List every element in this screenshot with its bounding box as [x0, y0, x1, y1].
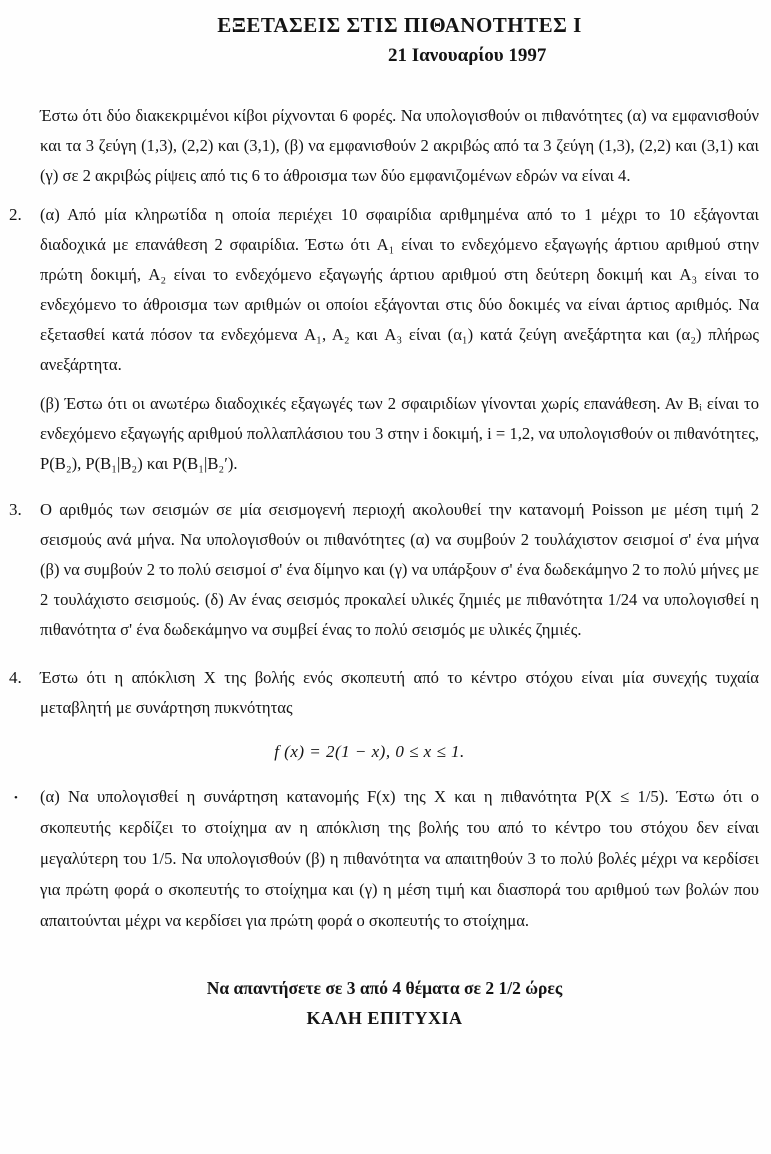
answer-instructions: Να απαντήσετε σε 3 από 4 θέματα σε 2 1/2 ώρες [206, 978, 563, 998]
question-1-text: Έστω ότι δύο διακεκριμένοι κίβοι ρίχνονται 6 φορές. Να υπολογισθούν οι πιθανότητες (α) να εμφανισθούν και τα 3 ζεύγη (1,3), (2,2) και (3,1), (β) να εμφανισθούν 2 ακριβώς από τα 3 ζεύγη (1,3), (2,2) και (3,1) και (γ) σε 2 ακριβώς ρίψεις από τις 6 το άθροισμα των δύο εμφανιζομένων εδρών να είναι 4. [40, 106, 759, 185]
bullet-dot-icon: • [14, 792, 18, 804]
page-title: ΕΞΕΤΑΣΕΙΣ ΣΤΙΣ ΠΙΘΑΝΟΤΗΤΕΣ Ι [217, 13, 582, 37]
density-function-formula: f (x) = 2(1 − x), 0 ≤ x ≤ 1. [274, 742, 465, 761]
exam-date: 21 Ιανουαρίου 1997 [388, 45, 547, 66]
question-3 [9, 495, 759, 645]
question-3-text: Ο αριθμός των σεισμών σε μία σεισμογενή περιοχή ακολουθεί την κατανομή Poisson με μέση τιμή 2 σεισμούς ανά μήνα. Να υπολογισθούν οι πιθανότητες (α) να συμβούν 2 τουλάχιστον σεισμοί σ' ένα μήνα (β) να συμβούν 2 το πολύ σεισμοί σ' ένα δίμηνο και (γ) να υπάρξουν σ' ένα δωδεκάμηνο 2 το πολύ μήνες με 2 τουλάχιστο σεισμούς. (δ) Αν ένας σεισμός προκαλεί υλικές ζημιές με πιθανότητα 1/24 να υπολογισθεί η πιθανότητα σ' ένα δωδεκάμηνο να συμβεί ένας το πολύ σεισμός με υλικές ζημιές. [40, 500, 759, 639]
question-4 [9, 663, 759, 936]
question-3-number: 3. [9, 500, 22, 519]
question-1 [40, 101, 759, 191]
question-4-intro-text: Έστω ότι η απόκλιση X της βολής ενός σκοπευτή από το κέντρο στόχου είναι μία συνεχής τυχαία μεταβλητή με συνάρτηση πυκνότητας [40, 668, 759, 717]
question-4-part-a-text: (α) Να υπολογισθεί η συνάρτηση κατανομής F(x) της X και η πιθανότητα P(X ≤ 1/5). Έστω ότι ο σκοπευτής κερδίζει το στοίχημα αν η απόκλιση της βολής του από το κέντρο του στόχου δεν είναι μεγαλύτερη του 1/5. Να υπολογισθούν (β) η πιθανότητα να απαιτηθούν 3 το πολύ βολές μέχρι να κερδίσει για πρώτη φορά ο σκοπευτής το στοίχημα και (γ) η μέση τιμή και διασπορά του αριθμού των βολών που απαιτούνται μέχρι να κερδίσει για πρώτη φορά ο σκοπευτής το στοίχημα. [40, 787, 759, 930]
footer [25, 974, 744, 1032]
question-2 [9, 200, 759, 479]
question-2-part-a-text: (α) Από μία κληρωτίδα η οποία περιέχει 10 σφαιρίδια αριθμημένα από το 1 μέχρι το 10 εξάγονται διαδοχικά με επανάθεση 2 σφαιρίδια. Έστω ότι A₁ είναι το ενδεχόμενο εξαγωγής άρτιου αριθμού στην πρώτη δοκιμή, A₂ είναι το ενδεχόμενο εξαγωγής άρτιου αριθμού στη δεύτερη δοκιμή και A₃ είναι το ενδεχόμενο το άθροισμα των αριθμών οι οποίοι εξάγονται στις δύο δοκιμές να είναι άρτιος αριθμός. Να εξετασθεί κατά πόσον τα ενδεχόμενα A₁, A₂ και A₃ είναι (α₁) κατά ζεύγη ανεξάρτητα και (α₂) πλήρως ανεξάρτητα. [40, 205, 759, 374]
question-4-number: 4. [9, 668, 22, 687]
question-2-number: 2. [9, 205, 22, 224]
question-4-part-a [14, 781, 759, 936]
question-2-part-b-text: (β) Έστω ότι οι ανωτέρω διαδοχικές εξαγωγές των 2 σφαιριδίων γίνονται χωρίς επανάθεση. Αν Bᵢ είναι το ενδεχόμενο εξαγωγής αριθμού πολλαπλάσιου του 3 στην i δοκιμή, i = 1,2, να υπολογισθούν οι πιθανότητες, P(B₂), P(B₁|B₂) και P(B₁|B₂′). [40, 394, 759, 473]
good-luck-message: ΚΑΛΗ ΕΠΙΤΥΧΙΑ [306, 1008, 463, 1028]
